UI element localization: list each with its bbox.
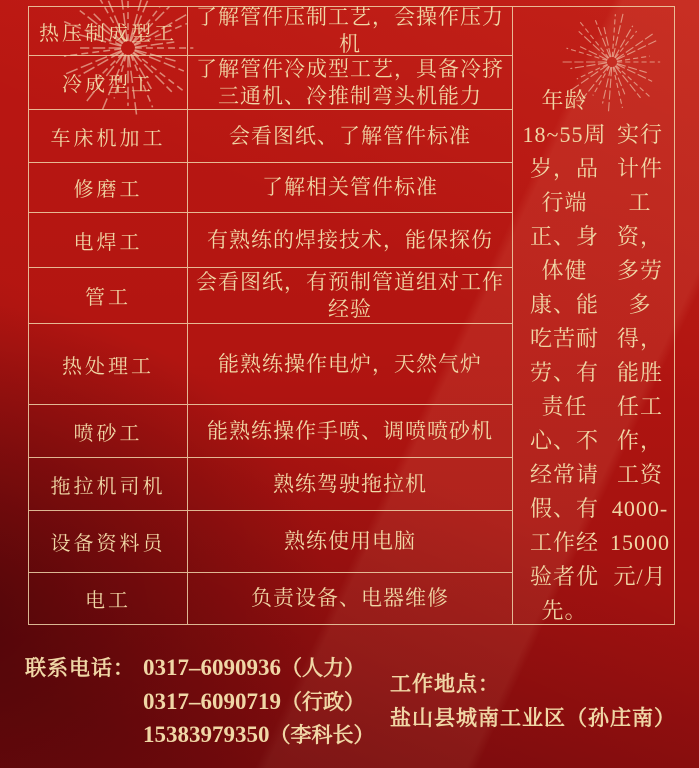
phone-entry <box>143 719 375 753</box>
job-requirement-cell: 了解管件冷成型工艺，具备冷挤三通机、冷推制弯头机能力 <box>188 56 513 110</box>
job-title-cell: 热处理工 <box>29 324 188 405</box>
job-requirement-cell: 会看图纸、了解管件标准 <box>188 110 513 163</box>
phone-entry <box>143 686 375 720</box>
notice-paragraph: 实行计件工资，多劳多得，能胜任工作，工资4000-15000元/月 <box>610 121 670 589</box>
recruitment-table <box>28 6 675 625</box>
phone-list <box>143 652 375 753</box>
job-requirement-cell: 有熟练的焊接技术，能保探伤 <box>188 213 513 268</box>
phone-dept: （李科长） <box>269 724 375 747</box>
job-requirement-cell: 了解相关管件标准 <box>188 163 513 213</box>
phone-dept: （人力） <box>281 657 365 680</box>
job-title-cell: 修磨工 <box>29 163 188 213</box>
work-location-section <box>390 668 676 736</box>
requirements-notice <box>513 7 676 624</box>
job-requirement-cell: 能熟练操作手喷、调喷喷砂机 <box>188 405 513 458</box>
job-title-cell: 车床机加工 <box>29 110 188 163</box>
work-location-value: 盐山县城南工业区（孙庄南） <box>390 707 676 730</box>
job-title-cell: 冷成型工 <box>29 56 188 110</box>
job-title-cell: 喷砂工 <box>29 405 188 458</box>
notice-paragraph: 年龄18~55周岁，品行端正、身体健康、能吃苦耐劳、有责任心、不经常请假、有工作经验者优先。 <box>522 87 607 623</box>
work-location-label: 工作地点： <box>390 673 500 696</box>
contact-phone-label: 联系电话： <box>25 657 135 680</box>
job-requirement-cell: 会看图纸，有预制管道组对工作经验 <box>188 268 513 324</box>
job-title-cell: 热压制成型工 <box>29 7 188 56</box>
phone-entry <box>143 652 375 686</box>
job-requirement-cell: 能熟练操作电炉，天然气炉 <box>188 324 513 405</box>
contact-section <box>25 652 375 753</box>
job-requirement-cell: 负责设备、电器维修 <box>188 573 513 624</box>
job-requirement-cell: 熟练驾驶拖拉机 <box>188 458 513 511</box>
job-title-cell: 管工 <box>29 268 188 324</box>
job-title-cell: 拖拉机司机 <box>29 458 188 511</box>
job-requirement-cell: 了解管件压制工艺，会操作压力机 <box>188 7 513 56</box>
phone-number: 15383979350 <box>143 722 270 747</box>
job-title-cell: 设备资料员 <box>29 511 188 573</box>
phone-number: 0317–6090936 <box>143 655 281 680</box>
phone-number: 0317–6090719 <box>143 688 281 714</box>
job-requirement-cell: 熟练使用电脑 <box>188 511 513 573</box>
job-title-cell: 电工 <box>29 573 188 624</box>
job-title-cell: 电焊工 <box>29 213 188 268</box>
phone-dept: （行政） <box>281 690 365 714</box>
